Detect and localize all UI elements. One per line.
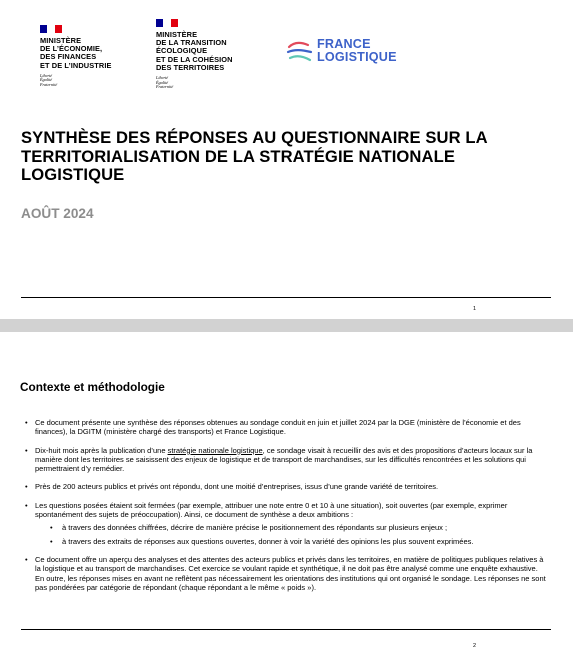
document-date: AOÛT 2024 [21,206,94,221]
france-logistique-emblem-icon [286,38,314,64]
sub-list-item: • à travers des données chiffrées, décrire de manière précise le positionnement des répondants sur plusieurs enjeux ; [47,523,548,532]
page-separator [0,319,573,332]
cover-page [0,0,573,319]
republic-motto: Liberté Égalité Fraternité [156,75,174,90]
ministry-economy-logo [40,25,112,88]
ministry-ecology-logo [156,19,233,90]
footer-rule [21,297,551,298]
ministry-ecology-name: MINISTÈRE DE LA TRANSITION ÉCOLOGIQUE ET DE LA COHÉSION DES TERRITOIRES [156,30,233,72]
page-number: 1 [473,306,477,312]
list-item: • Ce document présente une synthèse des réponses obtenues au sondage conduit en juin et juillet 2024 par la DGE (ministère de l’économie et des finances), la DGITM (ministère chargé des transports) et France Logistique. [24,418,548,437]
french-flag-icon [156,19,178,27]
list-item: • Dix-huit mois après la publication d’une stratégie nationale logistique, ce sondage visait à recueillir des avis et des propositions d’acteurs locaux sur la manière dont les territoires se saisissent des enjeux de logistique et de transport de marchandises, sur les difficultés rencontrées et les solutions qui permettraient d’y remédier. [24,446,548,474]
ministry-economy-name: MINISTÈRE DE L’ÉCONOMIE, DES FINANCES ET DE L’INDUSTRIE [40,36,112,70]
page-number: 2 [473,643,477,649]
context-page [0,332,573,657]
list-item: • Ce document offre un aperçu des analyses et des attentes des acteurs publics et privés dans les territoires, en matière de politiques publiques relatives à la logistique et au transport de marchandises. Cet exercice se voulant rapide et synthétique, il ne doit pas être analysé comme une enquête exhaustive. En outre, les réponses mises en avant ne reflètent pas nécessairement les orientations des institutions qui ont organisé le sondage. Les réponses ne sont pas pondérées par catégorie de répondant (chaque répondant a le même « poids »). [24,555,548,592]
strategy-link[interactable]: stratégie nationale logistique [167,445,263,455]
republic-motto: Liberté Égalité Fraternité [40,72,58,87]
section-heading: Contexte et méthodologie [20,380,165,394]
france-logistique-logo: FRANCE LOGISTIQUE [286,38,397,65]
french-flag-icon [40,25,62,33]
list-item: • Les questions posées étaient soit fermées (par exemple, attribuer une note entre 0 et 10 à une situation), soit ouvertes (par exemple, exprimer spontanément des sujets de préoccupation). Ainsi, ce document de synthèse a deux ambitions : • à travers des données chiffrées, décrire de manière précise le positionnement des répondants sur plusieurs enjeux ; • à travers des extraits de réponses aux questions ouvertes, donner à voir la variété des opinions les plus souvent exprimées. [24,501,548,546]
sub-list-item: • à travers des extraits de réponses aux questions ouvertes, donner à voir la variété des opinions les plus souvent exprimées. [47,537,548,546]
list-item: • Près de 200 acteurs publics et privés ont répondu, dont une moitié d’entreprises, issus d’une grande variété de territoires. [24,482,548,491]
footer-rule [21,629,551,630]
bullet-list [24,418,548,601]
document-title: SYNTHÈSE DES RÉPONSES AU QUESTIONNAIRE SUR LA TERRITORIALISATION DE LA STRATÉGIE NATIONALE LOGISTIQUE [21,128,488,185]
